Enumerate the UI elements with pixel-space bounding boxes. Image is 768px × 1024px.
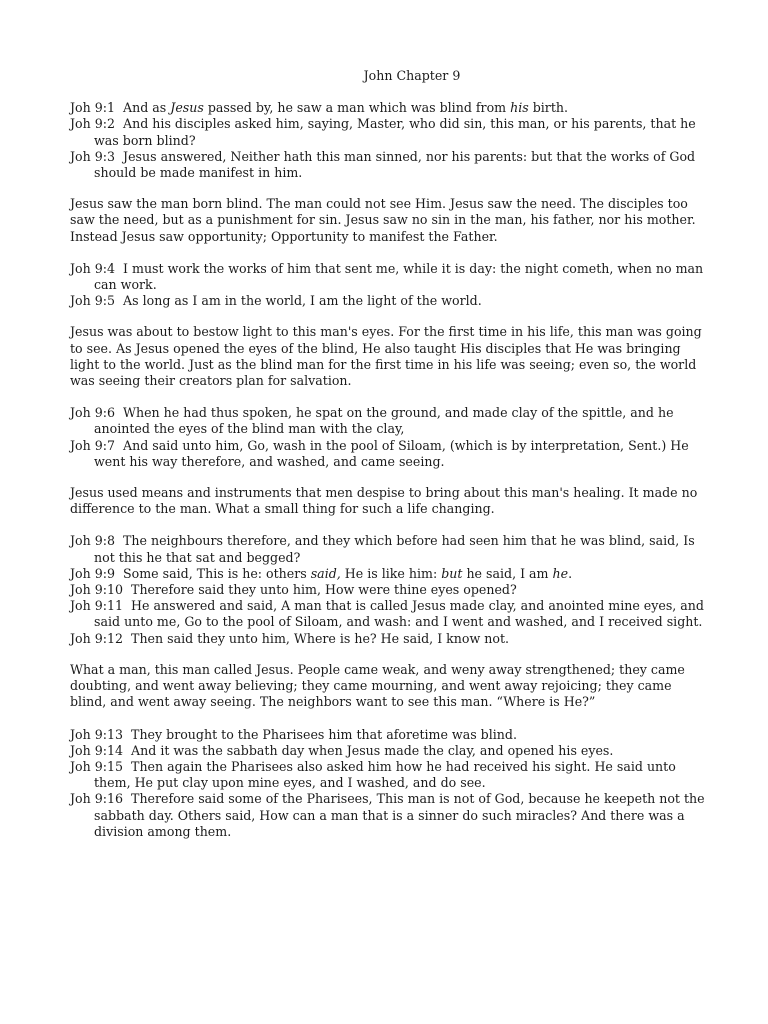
verse-ref: Joh 9:11 [70, 598, 124, 614]
verse [70, 598, 710, 630]
verse [70, 631, 710, 647]
verse [70, 149, 710, 181]
verse [70, 566, 710, 582]
verse-text-italic: said, [310, 565, 341, 581]
verse-text: Then again the Pharisees also asked him how he had received his sight. He said unto them, He put clay upon mine eyes, and I washed, and do see. [94, 758, 676, 791]
verse-ref: Joh 9:4 [70, 260, 116, 276]
verse-text-italic: but [441, 565, 463, 581]
verse-group [70, 405, 710, 470]
verse-ref: Joh 9:1 [70, 100, 116, 116]
verse-text: I must work the works of him that sent me, while it is day: the night cometh, when no man can work. [94, 260, 704, 293]
verse-text: As long as I am in the world, I am the light of the world. [123, 293, 482, 309]
verse-group [70, 727, 710, 840]
page-title: John Chapter 9 [363, 68, 461, 83]
verse-ref: Joh 9:16 [70, 791, 124, 807]
verse-text: When he had thus spoken, he spat on the ground, and made clay of the spittle, and he anointed the eyes of the blind man with the clay, [94, 405, 674, 437]
verse-group [70, 533, 710, 646]
verse-text: He answered and said, A man that is called Jesus made clay, and anointed mine eyes, and said unto me, Go to the pool of Siloam, and wash: and I went and washed, and I received sight. [94, 598, 704, 630]
commentary-paragraph: What a man, this man called Jesus. People came weak, and weny away strengthened; they came doubting, and went away believing; they came mourning, and went away rejoicing; they came blind, and went away seeing. The neighbors want to see this man. “Where is He?” [70, 661, 685, 710]
verse-ref: Joh 9:2 [70, 116, 116, 132]
verse [70, 116, 710, 148]
verse-ref: Joh 9:9 [70, 565, 116, 581]
verse [70, 727, 710, 743]
document-page [70, 68, 710, 855]
verse-text: . [568, 565, 573, 581]
verse-text: They brought to the Pharisees him that aforetime was blind. [131, 726, 517, 742]
verse-ref: Joh 9:10 [70, 582, 124, 598]
verse-text: And said unto him, Go, wash in the pool of Siloam, (which is by interpretation, Sent.) He went his way therefore, and washed, and came seeing. [94, 437, 689, 469]
verse-ref: Joh 9:13 [70, 726, 124, 742]
verse [70, 743, 710, 759]
verse-text: And as [123, 100, 171, 116]
verse [70, 582, 710, 598]
verse-text: Therefore said they unto him, How were thine eyes opened? [131, 582, 517, 598]
commentary-paragraph: Jesus used means and instruments that men despise to bring about this man's healing. It made no difference to the man. What a small thing for such a life changing. [70, 485, 698, 517]
commentary-paragraph: Jesus was about to bestow light to this man's eyes. For the first time in his life, this man was going to see. As Jesus opened the eyes of the blind, He also taught His disciples that He was bringing light to the world. Just as the blind man for the first time in his life was seeing; even so, the world was seeing their creators plan for salvation. [70, 324, 702, 389]
verse [70, 100, 710, 116]
verse-text-italic: he [552, 565, 569, 581]
verse-text: passed by, he saw a man which was blind from [203, 100, 511, 116]
verse-text-italic: his [510, 100, 529, 116]
verse-text: And his disciples asked him, saying, Master, who did sin, this man, or his parents, that he was born blind? [94, 116, 696, 148]
verse-text: Jesus answered, Neither hath this man sinned, nor his parents: but that the works of God should be made manifest in him. [94, 148, 696, 181]
verse-text: The neighbours therefore, and they which before had seen him that he was blind, said, Is not this he that sat and begged? [94, 533, 695, 565]
verse-ref: Joh 9:14 [70, 742, 124, 758]
verse-text: he said, I am [462, 565, 553, 581]
verse-text: birth. [528, 100, 568, 116]
verse-ref: Joh 9:5 [70, 293, 116, 309]
verse-ref: Joh 9:3 [70, 148, 116, 164]
verse [70, 438, 710, 470]
verse-ref: Joh 9:15 [70, 758, 124, 774]
verse-ref: Joh 9:8 [70, 533, 116, 549]
verse-ref: Joh 9:12 [70, 630, 124, 646]
verse-text: Then said they unto him, Where is he? He said, I know not. [131, 630, 510, 646]
verse-group [70, 100, 710, 181]
verse-ref: Joh 9:7 [70, 437, 116, 453]
verse-text: Some said, This is he: others [123, 565, 311, 581]
verse [70, 405, 710, 437]
verse-text: Therefore said some of the Pharisees, This man is not of God, because he keepeth not the sabbath day. Others said, How can a man that is a sinner do such miracles? And there was a division among them. [94, 791, 705, 839]
verse-text: And it was the sabbath day when Jesus made the clay, and opened his eyes. [131, 742, 614, 758]
verse [70, 261, 710, 293]
verse-text-italic: Jesus [170, 100, 204, 116]
document-body [70, 100, 710, 840]
verse-group [70, 261, 710, 310]
verse [70, 759, 710, 791]
verse [70, 533, 710, 565]
commentary-paragraph: Jesus saw the man born blind. The man could not see Him. Jesus saw the need. The disciples too saw the need, but as a punishment for sin. Jesus saw no sin in the man, his father, nor his mother. Instead Jesus saw opportunity; Opportunity to manifest the Father. [70, 196, 696, 244]
verse [70, 293, 710, 309]
verse [70, 791, 710, 840]
verse-text: He is like him: [340, 565, 442, 581]
verse-ref: Joh 9:6 [70, 405, 116, 421]
